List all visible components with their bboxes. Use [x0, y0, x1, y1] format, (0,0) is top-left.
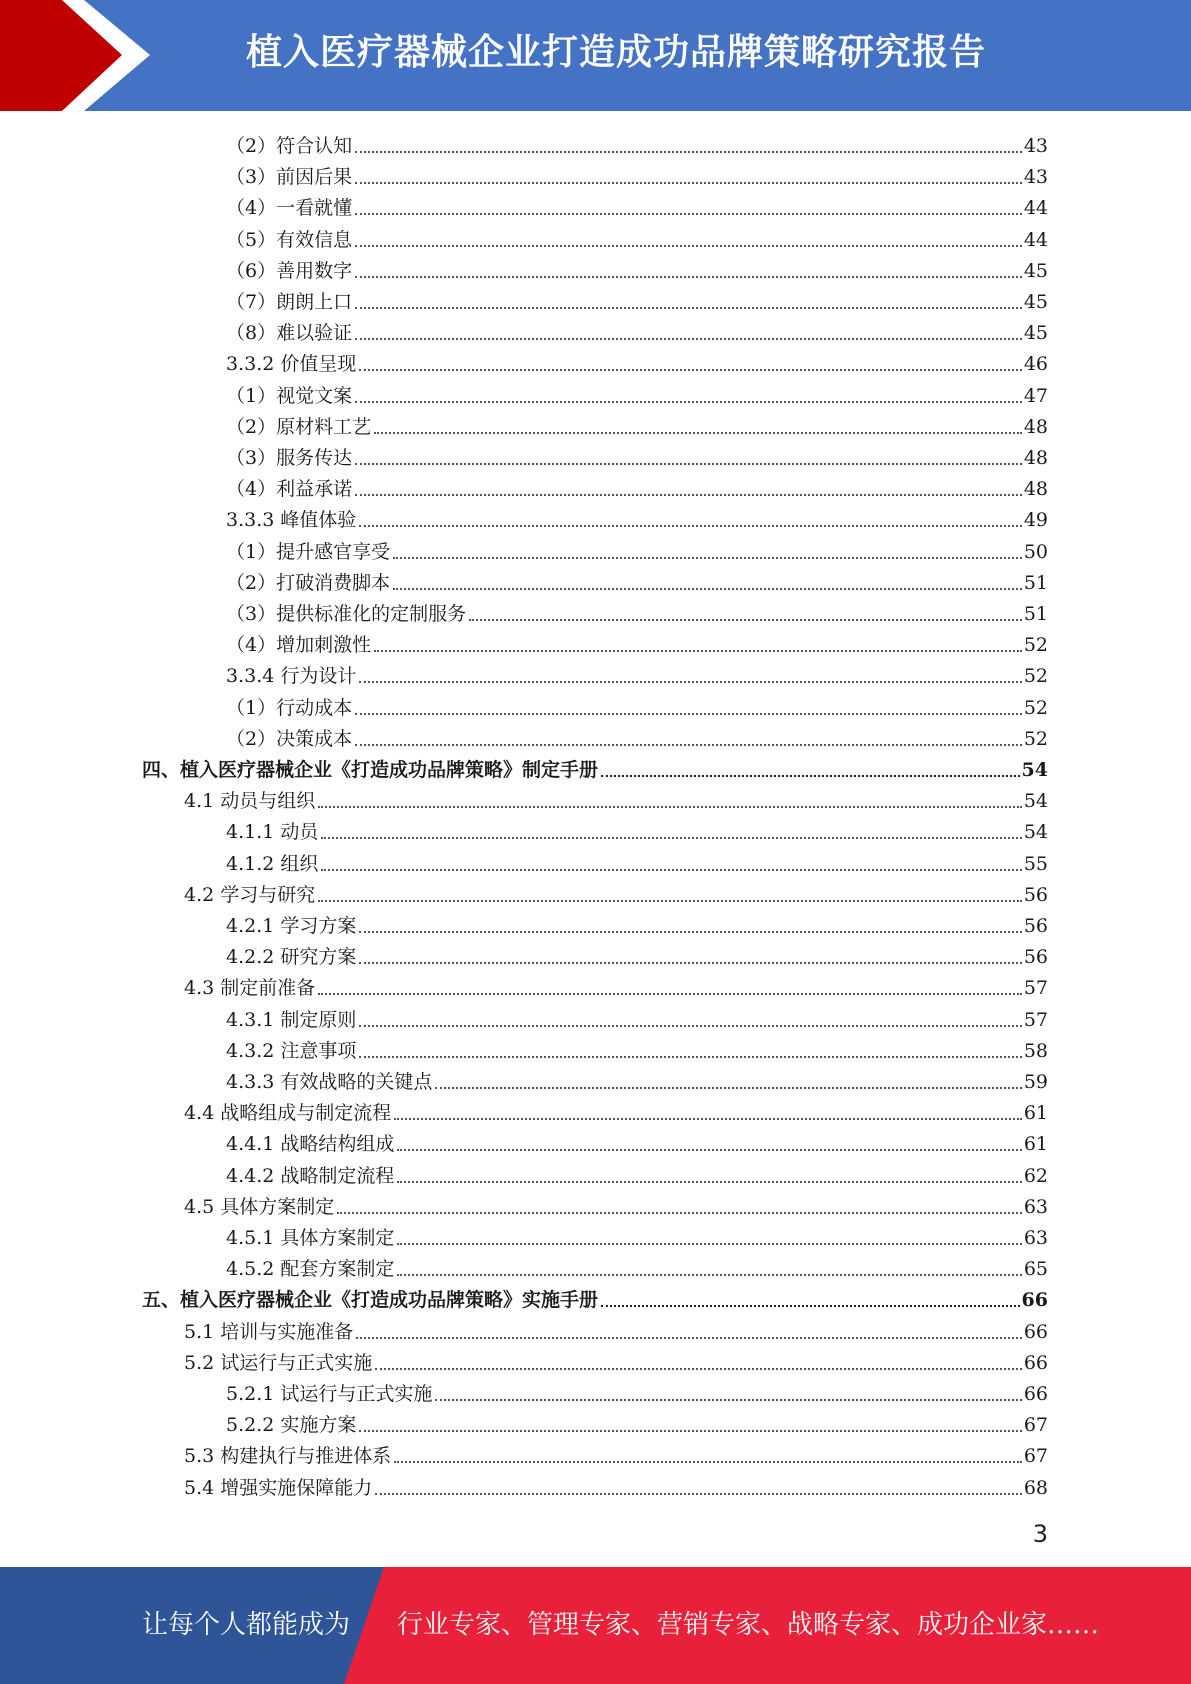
toc-entry-page: 50	[1023, 541, 1048, 563]
toc-dot-leader	[394, 1118, 1022, 1120]
toc-dot-leader	[355, 151, 1022, 153]
toc-entry-label: 5.3 构建执行与推进体系	[184, 1445, 392, 1467]
toc-entry-page: 43	[1023, 135, 1048, 157]
toc-entry[interactable]	[184, 876, 1048, 907]
toc-entry-page: 55	[1023, 853, 1048, 875]
toc-dot-leader	[355, 338, 1022, 340]
toc-entry[interactable]	[226, 845, 1048, 876]
toc-dot-leader	[355, 713, 1022, 715]
page-number: 3	[1032, 1520, 1048, 1548]
toc-entry[interactable]	[226, 595, 1048, 626]
toc-entry-page: 67	[1023, 1414, 1048, 1436]
toc-entry-label: （3）前因后果	[226, 166, 353, 188]
toc-entry[interactable]	[226, 1219, 1048, 1250]
toc-entry-page: 54	[1021, 759, 1048, 781]
toc-entry[interactable]	[226, 252, 1048, 283]
toc-entry-page: 48	[1023, 478, 1048, 500]
toc-entry-page: 66	[1021, 1289, 1048, 1311]
toc-entry-page: 52	[1023, 728, 1048, 750]
toc-entry[interactable]	[184, 1094, 1048, 1125]
toc-entry-label: 四、植入医疗器械企业《打造成功品牌策略》制定手册	[142, 759, 599, 781]
toc-entry-page: 44	[1023, 197, 1048, 219]
toc-entry-page: 45	[1023, 291, 1048, 313]
toc-dot-leader	[355, 494, 1022, 496]
toc-entry-page: 47	[1023, 385, 1048, 407]
footer-slogan-right: 行业专家、管理专家、营销专家、战略专家、成功企业家……	[397, 1610, 1100, 1640]
toc-dot-leader	[359, 369, 1021, 371]
toc-entry-label: 4.5 具体方案制定	[184, 1196, 335, 1218]
toc-entry-page: 45	[1023, 260, 1048, 282]
toc-entry[interactable]	[226, 1157, 1048, 1188]
toc-dot-leader	[355, 307, 1022, 309]
toc-entry[interactable]	[142, 1281, 1048, 1312]
toc-entry[interactable]	[226, 501, 1048, 532]
toc-entry-label: 4.3.1 制定原则	[226, 1009, 357, 1031]
toc-entry-page: 56	[1023, 884, 1048, 906]
toc-entry[interactable]	[226, 283, 1048, 314]
toc-entry-page: 67	[1023, 1445, 1048, 1467]
toc-entry-label: 4.4 战略组成与制定流程	[184, 1102, 392, 1124]
toc-entry-label: （5）有效信息	[226, 229, 353, 251]
toc-dot-leader	[359, 931, 1021, 933]
toc-entry-page: 63	[1023, 1196, 1048, 1218]
toc-entry-label: 3.3.2 价值呈现	[226, 353, 357, 375]
toc-entry[interactable]	[226, 314, 1048, 345]
toc-entry[interactable]	[226, 564, 1048, 595]
toc-entry-page: 66	[1023, 1352, 1048, 1374]
toc-dot-leader	[397, 1149, 1021, 1151]
toc-entry[interactable]	[226, 1406, 1048, 1437]
toc-entry[interactable]	[184, 1344, 1048, 1375]
toc-entry-label: （4）一看就懂	[226, 197, 353, 219]
toc-entry-page: 49	[1023, 509, 1048, 531]
toc-dot-leader	[355, 401, 1022, 403]
toc-entry-label: 4.2.1 学习方案	[226, 915, 357, 937]
toc-dot-leader	[355, 276, 1022, 278]
toc-entry-label: 4.5.2 配套方案制定	[226, 1258, 395, 1280]
toc-entry[interactable]	[226, 1250, 1048, 1281]
toc-entry-label: （2）原材料工艺	[226, 416, 372, 438]
toc-entry-page: 54	[1023, 821, 1048, 843]
toc-entry[interactable]	[142, 751, 1048, 782]
toc-entry[interactable]	[226, 408, 1048, 439]
toc-dot-leader	[355, 213, 1022, 215]
toc-entry[interactable]	[184, 782, 1048, 813]
toc-entry-label: （1）视觉文案	[226, 385, 353, 407]
toc-entry-page: 66	[1023, 1321, 1048, 1343]
toc-entry-label: 4.3.2 注意事项	[226, 1040, 357, 1062]
toc-entry[interactable]	[184, 1469, 1048, 1500]
toc-entry-page: 43	[1023, 166, 1048, 188]
toc-entry[interactable]	[226, 907, 1048, 938]
toc-entry[interactable]	[226, 221, 1048, 252]
toc-dot-leader	[393, 557, 1022, 559]
toc-entry-label: 4.1.1 动员	[226, 821, 319, 843]
toc-entry-label: 4.5.1 具体方案制定	[226, 1227, 395, 1249]
toc-entry[interactable]	[226, 533, 1048, 564]
toc-dot-leader	[374, 650, 1022, 652]
toc-entry-page: 56	[1023, 946, 1048, 968]
toc-entry-label: 4.1.2 组织	[226, 853, 319, 875]
toc-entry-label: （4）增加刺激性	[226, 634, 372, 656]
page-header	[0, 0, 1191, 111]
toc-entry[interactable]	[184, 969, 1048, 1000]
toc-entry[interactable]	[226, 626, 1048, 657]
toc-entry-label: 4.3 制定前准备	[184, 977, 316, 999]
toc-entry-label: （1）提升感官享受	[226, 541, 391, 563]
toc-entry-label: 4.3.3 有效战略的关键点	[226, 1071, 433, 1093]
toc-entry-page: 66	[1023, 1383, 1048, 1405]
toc-entry[interactable]	[226, 189, 1048, 220]
toc-dot-leader	[359, 1430, 1021, 1432]
toc-entry-page: 51	[1023, 603, 1048, 625]
toc-entry-label: （4）利益承诺	[226, 478, 353, 500]
toc-entry-page: 51	[1023, 572, 1048, 594]
toc-dot-leader	[355, 744, 1022, 746]
toc-entry-label: 3.3.3 峰值体验	[226, 509, 357, 531]
toc-entry[interactable]	[226, 377, 1048, 408]
toc-dot-leader	[355, 463, 1022, 465]
page-footer	[0, 1567, 1191, 1684]
toc-entry-label: 4.4.1 战略结构组成	[226, 1133, 395, 1155]
toc-entry-page: 68	[1023, 1477, 1048, 1499]
toc-dot-leader	[337, 1212, 1022, 1214]
toc-entry[interactable]	[226, 158, 1048, 189]
toc-dot-leader	[359, 525, 1021, 527]
toc-entry[interactable]	[226, 1375, 1048, 1406]
toc-entry-label: （3）服务传达	[226, 447, 353, 469]
toc-entry-page: 48	[1023, 447, 1048, 469]
toc-entry[interactable]	[226, 1063, 1048, 1094]
toc-entry-label: （2）打破消费脚本	[226, 572, 391, 594]
toc-dot-leader	[374, 432, 1022, 434]
toc-dot-leader	[318, 993, 1022, 995]
toc-dot-leader	[601, 775, 1020, 777]
toc-entry-page: 46	[1023, 353, 1048, 375]
toc-entry-page: 56	[1023, 915, 1048, 937]
toc-entry-page: 61	[1023, 1133, 1048, 1155]
toc-entry[interactable]	[226, 345, 1048, 376]
toc-entry[interactable]	[226, 1032, 1048, 1063]
toc-entry-label: 4.2.2 研究方案	[226, 946, 357, 968]
toc-entry-page: 57	[1023, 1009, 1048, 1031]
toc-entry-page: 59	[1023, 1071, 1048, 1093]
toc-entry-page: 63	[1023, 1227, 1048, 1249]
toc-entry-page: 54	[1023, 790, 1048, 812]
toc-entry-label: 5.2 试运行与正式实施	[184, 1352, 373, 1374]
toc-dot-leader	[397, 1243, 1021, 1245]
toc-entry-label: （2）决策成本	[226, 728, 353, 750]
toc-dot-leader	[359, 681, 1021, 683]
toc-entry[interactable]	[226, 720, 1048, 751]
toc-dot-leader	[359, 962, 1021, 964]
toc-entry-label: 5.1 培训与实施准备	[184, 1321, 354, 1343]
toc-dot-leader	[469, 619, 1022, 621]
toc-entry-label: 五、植入医疗器械企业《打造成功品牌策略》实施手册	[142, 1289, 599, 1311]
toc-entry-label: （1）行动成本	[226, 697, 353, 719]
toc-dot-leader	[356, 1337, 1022, 1339]
toc-entry-page: 52	[1023, 634, 1048, 656]
toc-dot-leader	[318, 900, 1022, 902]
toc-entry-label: （6）善用数字	[226, 260, 353, 282]
toc-entry-label: （7）朗朗上口	[226, 291, 353, 313]
toc-entry-page: 48	[1023, 416, 1048, 438]
toc-entry[interactable]	[226, 1001, 1048, 1032]
toc-dot-leader	[359, 1025, 1021, 1027]
toc-entry-label: 5.2.1 试运行与正式实施	[226, 1383, 433, 1405]
toc-entry-label: 5.4 增强实施保障能力	[184, 1477, 373, 1499]
toc-entry-page: 45	[1023, 322, 1048, 344]
toc-dot-leader	[318, 806, 1022, 808]
toc-entry-label: （2）符合认知	[226, 135, 353, 157]
toc-dot-leader	[397, 1274, 1021, 1276]
toc-entry-page: 58	[1023, 1040, 1048, 1062]
toc-entry[interactable]	[184, 1188, 1048, 1219]
toc-entry[interactable]	[226, 938, 1048, 969]
toc-dot-leader	[435, 1087, 1021, 1089]
report-title: 植入医疗器械企业打造成功品牌策略研究报告	[246, 32, 987, 73]
toc-entry-label: 4.2 学习与研究	[184, 884, 316, 906]
toc-entry[interactable]	[226, 470, 1048, 501]
toc-dot-leader	[321, 869, 1021, 871]
toc-dot-leader	[393, 588, 1022, 590]
toc-entry-page: 52	[1023, 697, 1048, 719]
toc-entry-label: （3）提供标准化的定制服务	[226, 603, 467, 625]
toc-dot-leader	[394, 1461, 1022, 1463]
toc-entry-page: 65	[1023, 1258, 1048, 1280]
toc-entry-page: 61	[1023, 1102, 1048, 1124]
toc-entry[interactable]	[226, 1125, 1048, 1156]
toc-dot-leader	[375, 1493, 1022, 1495]
toc-entry[interactable]	[226, 657, 1048, 688]
toc-entry-page: 52	[1023, 665, 1048, 687]
toc-dot-leader	[601, 1305, 1020, 1307]
toc-entry[interactable]	[226, 689, 1048, 720]
toc-entry[interactable]	[226, 813, 1048, 844]
toc-entry[interactable]	[184, 1313, 1048, 1344]
toc-dot-leader	[375, 1368, 1022, 1370]
toc-entry-page: 44	[1023, 229, 1048, 251]
toc-entry-label: 5.2.2 实施方案	[226, 1414, 357, 1436]
toc-entry-page: 62	[1023, 1165, 1048, 1187]
toc-dot-leader	[355, 245, 1022, 247]
toc-dot-leader	[435, 1399, 1021, 1401]
toc-entry[interactable]	[226, 127, 1048, 158]
toc-entry-label: （8）难以验证	[226, 322, 353, 344]
toc-entry-page: 57	[1023, 977, 1048, 999]
toc-entry-label: 4.1 动员与组织	[184, 790, 316, 812]
footer-slogan-left: 让每个人都能成为	[142, 1610, 351, 1640]
toc-dot-leader	[359, 1056, 1021, 1058]
toc-dot-leader	[397, 1181, 1021, 1183]
toc-entry-label: 3.3.4 行为设计	[226, 665, 357, 687]
toc-entry-label: 4.4.2 战略制定流程	[226, 1165, 395, 1187]
toc-entry[interactable]	[184, 1437, 1048, 1468]
toc-entry[interactable]	[226, 439, 1048, 470]
toc-dot-leader	[321, 837, 1021, 839]
toc-dot-leader	[355, 182, 1022, 184]
